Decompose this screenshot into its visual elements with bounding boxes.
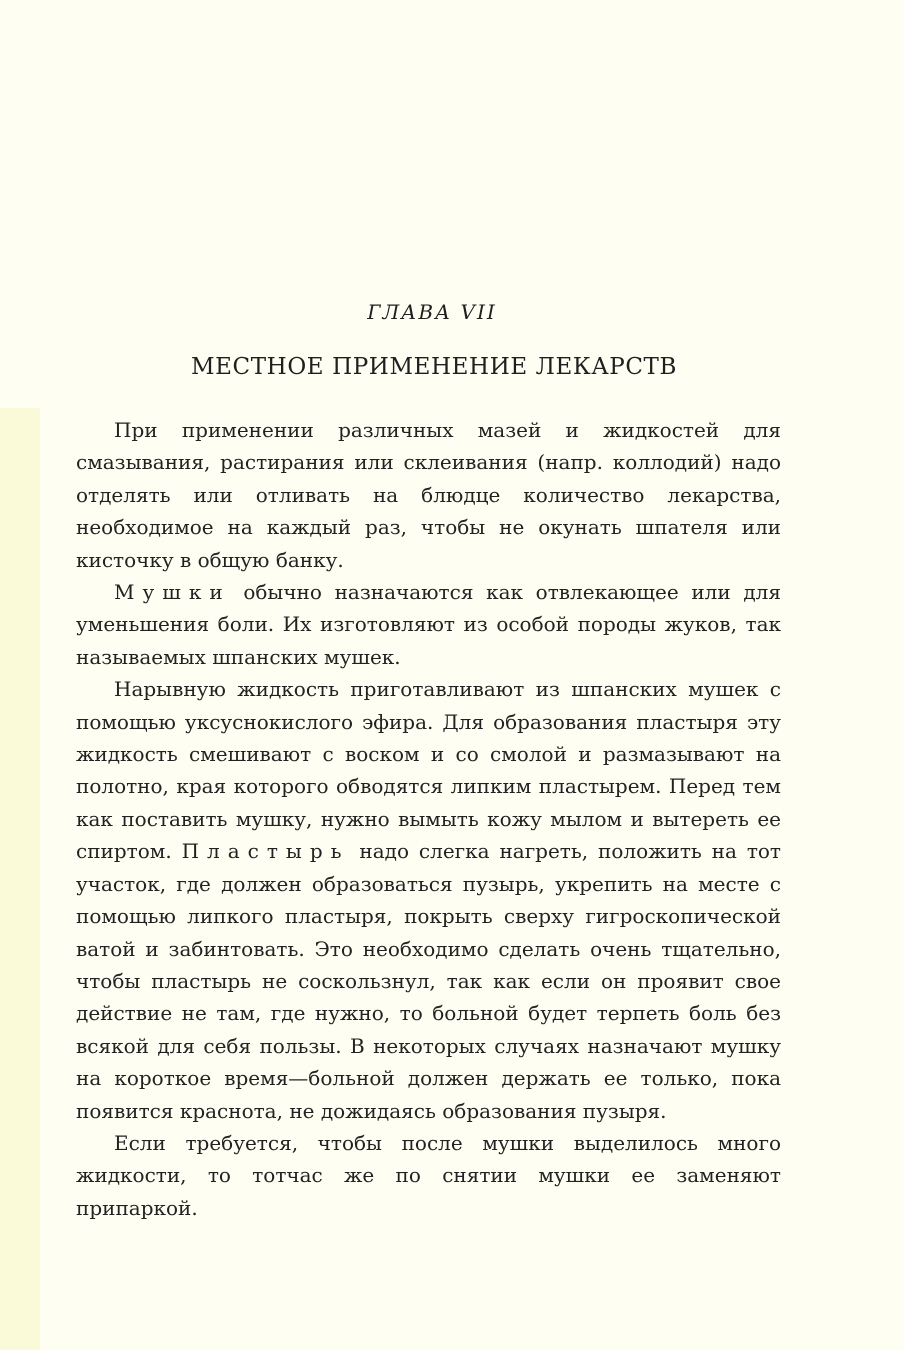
paragraph-4	[76, 1127, 781, 1224]
paragraph-3-text-after: надо слегка нагреть, положить на тот участок, где должен образоваться пузырь, укрепить на месте с помощью липкого пластыря, покрыть сверху гигроскопической ватой и забинтовать. Это необходимо сделать очень тщательно, чтобы пластырь не соскользнул, так как если он проявит свое действие не там, где нужно, то больной будет терпеть боль без всякой для себя пользы. В некоторых случаях назначают мушку на короткое время—больной должен держать ее только, пока появится краснота, не дожидаясь образования пузыря.	[76, 839, 781, 1123]
spaced-term-plastyr: Пластырь	[181, 839, 350, 864]
paragraph-3-text: Нарывную жидкость приготавливают из шпанских мушек с помощью уксуснокислого эфира. Для образования пластыря эту жидкость смешивают с воском и со смолой и размазывают на полотно, края которого обводятся липким пластырем. Перед тем как поставить мушку, нужно вымыть кожу мылом и вытереть ее спиртом.	[76, 677, 781, 864]
paragraph-4-text: Если требуется, чтобы после мушки выделилось много жидкости, то тотчас же по снятии мушки ее заменяют припаркой.	[76, 1130, 781, 1220]
chapter-title: МЕСТНОЕ ПРИМЕНЕНИЕ ЛЕКАРСТВ	[190, 354, 677, 380]
page-edge-shade	[0, 408, 40, 1350]
body-text	[76, 414, 781, 1224]
paragraph-3	[76, 673, 781, 1127]
chapter-heading: ГЛАВА VII	[367, 300, 497, 324]
spaced-term-mushki: Мушки	[114, 580, 231, 605]
paragraph-1-text: При применении различных мазей и жидкостей для смазывания, растирания или склеивания (напр. коллодий) надо отделять или отливать на блюдце количество лекарства, необходимое на каждый раз, чтобы не окунать шпателя или кисточку в общую банку.	[76, 418, 781, 572]
paragraph-2	[76, 576, 781, 673]
paragraph-1	[76, 414, 781, 576]
paragraph-2-text: обычно назначаются как отвлекающее или для уменьшения боли. Их изготовляют из особой породы жуков, так называемых шпанских мушек.	[76, 580, 781, 669]
